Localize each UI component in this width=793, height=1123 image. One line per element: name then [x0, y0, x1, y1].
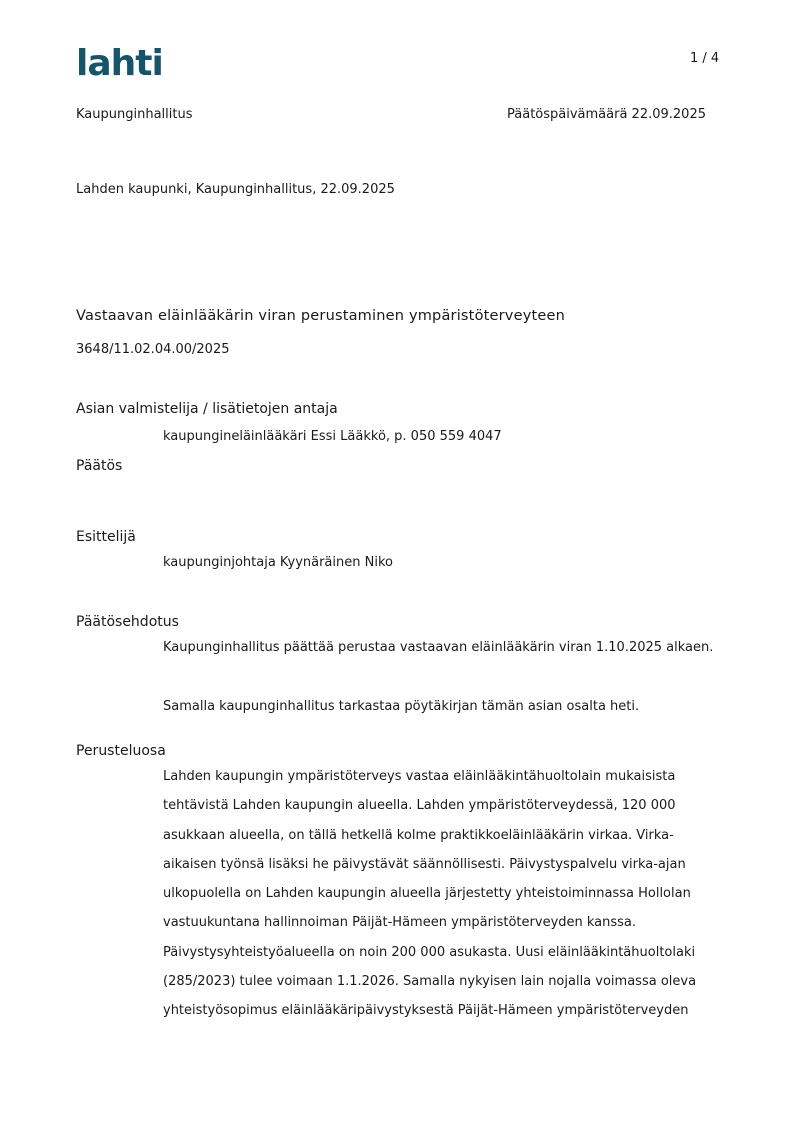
rationale-line: tehtävistä Lahden kaupungin alueella. Lahden ympäristöterveydessä, 120 000 — [163, 798, 676, 814]
page-number: 1 / 4 — [690, 51, 720, 66]
lahti-logo: lahti — [76, 43, 163, 84]
preparer-heading: Asian valmistelija / lisätietojen antaja — [76, 401, 338, 417]
proposal-line-1: Kaupunginhallitus päättää perustaa vastaavan eläinlääkärin viran 1.10.2025 alkaen. — [163, 640, 714, 655]
rationale-line: asukkaan alueella, on tällä hetkellä kolme praktikkoeläinlääkärin virkaa. Virka- — [163, 827, 674, 843]
meeting-line: Lahden kaupunki, Kaupunginhallitus, 22.09.2025 — [76, 182, 395, 197]
rationale-heading: Perusteluosa — [76, 743, 166, 759]
presenter-value: kaupunginjohtaja Kyynäräinen Niko — [163, 555, 393, 570]
decision-date: Päätöspäivämäärä 22.09.2025 — [507, 107, 706, 122]
organization-label: Kaupunginhallitus — [76, 107, 193, 122]
preparer-value: kaupungineläinlääkäri Essi Lääkkö, p. 050 559 4047 — [163, 429, 502, 444]
rationale-paragraph — [163, 762, 708, 1026]
rationale-line: yhteistyösopimus eläinlääkäripäivystyksestä Päijät-Hämeen ympäristöterveyden — [163, 1003, 689, 1019]
rationale-line: vastuukuntana hallinnoiman Päijät-Hämeen ympäristöterveyden kanssa. — [163, 915, 637, 931]
presenter-heading: Esittelijä — [76, 529, 136, 545]
rationale-line: (285/2023) tulee voimaan 1.1.2026. Samalla nykyisen lain nojalla voimassa oleva — [163, 974, 697, 990]
document-title: Vastaavan eläinlääkärin viran perustaminen ympäristöterveyteen — [76, 308, 566, 324]
proposal-line-2: Samalla kaupunginhallitus tarkastaa pöytäkirjan tämän asian osalta heti. — [163, 699, 640, 714]
decision-heading: Päätös — [76, 458, 123, 474]
rationale-line: Lahden kaupungin ympäristöterveys vastaa eläinlääkintähuoltolain mukaisista — [163, 769, 676, 784]
case-number: 3648/11.02.04.00/2025 — [76, 342, 230, 357]
rationale-line: Päivystysyhteistyöalueella on noin 200 000 asukasta. Uusi eläinlääkintähuoltolaki — [163, 944, 696, 960]
rationale-line: aikaisen työnsä lisäksi he päivystävät säännöllisesti. Päivystyspalvelu virka-ajan — [163, 856, 686, 872]
proposal-heading: Päätösehdotus — [76, 614, 179, 630]
rationale-line: ulkopuolella on Lahden kaupungin alueella järjestetty yhteistoiminnassa Hollolan — [163, 886, 691, 902]
